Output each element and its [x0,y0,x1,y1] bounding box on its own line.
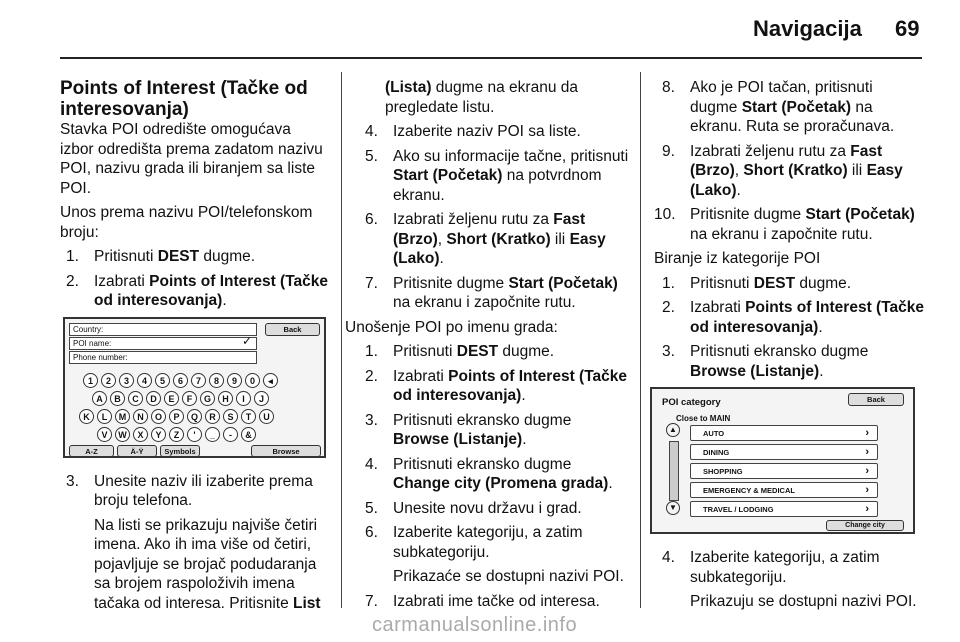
keyboard-key[interactable]: 2 [101,373,116,388]
keyboard-key[interactable]: F [182,391,197,406]
check-icon: ✓ [241,333,252,348]
category-travel[interactable]: TRAVEL / LODGING › [690,501,878,517]
keyboard-key[interactable]: Z [169,427,184,442]
keyboard-key[interactable]: Y [151,427,166,442]
step-3-continued: (Lista) dugme na ekranu da pregledate listu. [385,79,578,116]
poi-category-title: POI category [662,397,721,408]
scroll-down-icon[interactable]: ▼ [666,501,680,515]
category-step-2: 2. Izabrati Points of Interest (Tačke od interesovanja). [662,299,925,336]
scrollbar[interactable] [669,441,679,501]
keyboard-key[interactable]: 7 [191,373,206,388]
step-2: 2. Izabrati Points of Interest (Tačke od interesovanja). [66,272,329,309]
city-step-9: 9. Izabrati željenu rutu za Fast (Brzo), Short (Kratko) ili Easy (Lako). [662,142,903,199]
browse-button[interactable]: Browse [251,445,321,457]
keyboard-key[interactable]: U [259,409,274,424]
step-3: 3. Unesite naziv ili izaberite prema broju telefona. [66,472,313,509]
keyboard-key[interactable]: I [236,391,251,406]
poi-category-screen [650,387,915,534]
keyboard-key[interactable]: C [128,391,143,406]
step-5: 5. Ako su informacije tačne, pritisnuti Start (Početak) na potvrdnom ekranu. [365,147,629,204]
column-divider-1 [341,72,342,608]
keyboard-key[interactable]: D [146,391,161,406]
scroll-up-icon[interactable]: ▲ [666,423,680,437]
keyboard-key[interactable]: H [218,391,233,406]
column-3 [652,78,924,617]
step-4: 4. Izaberite naziv POI sa liste. [365,123,581,140]
keyboard-key[interactable]: 9 [227,373,242,388]
subheading-city: Unošenje POI po imenu grada: [345,318,558,336]
keyboard-key[interactable]: N [133,409,148,424]
keyboard-key[interactable]: G [200,391,215,406]
page-number: 69 [895,16,920,41]
back-button[interactable]: Back [265,323,320,336]
category-step-4: 4. Izaberite kategoriju, a zatim subkategoriju. [662,549,880,586]
keyboard-key[interactable]: W [115,427,130,442]
keyboard-key[interactable]: E [164,391,179,406]
city-step-10: 10. Pritisnite dugme Start (Početak) na ekranu i započnite rutu. [654,206,915,243]
category-shopping[interactable]: SHOPPING › [690,463,878,479]
keyboard-key[interactable]: 6 [173,373,188,388]
keyboard-key[interactable]: 4 [137,373,152,388]
keyboard-key[interactable]: ◂ [263,373,278,388]
keyboard-key[interactable]: 8 [209,373,224,388]
keyboard-key[interactable]: _ [205,427,220,442]
symbols-button[interactable]: Symbols [160,445,200,457]
key-row-2 [92,391,269,406]
category-auto[interactable]: AUTO › [690,425,878,441]
watermark: carmanualsonline.info [372,614,578,636]
az-button[interactable]: A-Z [69,445,114,457]
keyboard-key[interactable]: 1 [83,373,98,388]
keyboard-key[interactable]: X [133,427,148,442]
city-step-8: 8. Ako je POI tačan, pritisnuti dugme Start (Početak) na ekranu. Ruta se proračunava. [662,79,895,135]
step-3-note: Na listi se prikazuju najviše četiri imena. Ako ih ima više od četiri, pojavljuje se brojač podudaranja sa brojem raspoloživih imena tačaka od interesa. Pritisnite List [94,516,321,612]
keyboard-key[interactable]: V [97,427,112,442]
category-dining[interactable]: DINING › [690,444,878,460]
column-2 [345,78,630,616]
subheading-category: Biranje iz kategorije POI [654,250,821,267]
section-heading: Points of Interest (Tačke od interesovanja) [60,78,308,120]
city-step-6: 6. Izaberite kategoriju, a zatim subkategoriju. [365,524,583,561]
back-button[interactable]: Back [848,393,904,406]
keyboard-key[interactable]: L [97,409,112,424]
close-to-main-label: Close to MAIN [676,414,731,423]
keyboard-key[interactable]: M [115,409,130,424]
keyboard-key[interactable]: J [254,391,269,406]
chevron-right-icon: › [865,503,869,515]
chevron-right-icon: › [865,484,869,496]
key-row-4 [97,427,256,442]
keyboard-key[interactable]: S [223,409,238,424]
chevron-right-icon: › [865,465,869,477]
step-6: 6. Izabrati željenu rutu za Fast (Brzo), Short (Kratko) ili Easy (Lako). [365,211,606,267]
keyboard-key[interactable]: ' [187,427,202,442]
step-7: 7. Pritisnite dugme Start (Početak) na ekranu i započnite rutu. [365,274,618,311]
header-rule [60,57,922,59]
category-step-3: 3. Pritisnuti ekransko dugme Browse (Listanje). [662,343,869,380]
category-step-4-note: Prikazuju se dostupni nazivi POI. [690,593,917,610]
column-divider-2 [640,72,641,608]
ay-button[interactable]: Ä-Ÿ [117,445,157,457]
poi-name-field[interactable]: POI name: [69,337,257,350]
column-1 [60,78,328,618]
change-city-button[interactable]: Change city [826,520,904,531]
keyboard-key[interactable]: - [223,427,238,442]
category-step-1: 1. Pritisnuti DEST dugme. [662,274,852,292]
chevron-right-icon: › [865,427,869,439]
keyboard-key[interactable]: K [79,409,94,424]
keyboard-key[interactable]: O [151,409,166,424]
category-emergency[interactable]: EMERGENCY & MEDICAL › [690,482,878,498]
city-step-2: 2. Izabrati Points of Interest (Tačke od interesovanja). [365,367,628,404]
keyboard-key[interactable]: B [110,391,125,406]
keyboard-key[interactable]: 0 [245,373,260,388]
keyboard-key[interactable]: Q [187,409,202,424]
country-field[interactable]: Country: [69,323,257,336]
key-row-1 [83,373,278,388]
city-step-4: 4. Pritisnuti ekransko dugme Change city (Promena grada). [365,455,613,492]
city-step-7: 7. Izabrati ime tačke od interesa. [365,592,600,610]
intro-text: Stavka POI odredište omogućava izbor odredišta prema zadatom nazivu POI, nazivu grada ili biranjem sa liste POI. [60,121,323,197]
city-step-5: 5. Unesite novu državu i grad. [365,499,582,517]
city-step-6-note: Prikazaće se dostupni nazivi POI. [393,568,624,585]
subheading-name-phone: Unos prema nazivu POI/telefonskom broju: [60,204,313,241]
keyboard-key[interactable]: T [241,409,256,424]
city-step-3: 3. Pritisnuti ekransko dugme Browse (Listanje). [365,411,572,448]
keyboard-key[interactable]: & [241,427,256,442]
keyboard-key[interactable]: R [205,409,220,424]
phone-number-field[interactable]: Phone number: [69,351,257,364]
city-step-1: 1. Pritisnuti DEST dugme. [365,343,555,360]
keyboard-key[interactable]: 3 [119,373,134,388]
chevron-right-icon: › [865,446,869,458]
key-row-3 [79,409,274,424]
keyboard-screen [63,317,326,458]
page-header-title: Navigacija [753,16,862,41]
step-1: 1. Pritisnuti DEST dugme. [66,248,256,265]
keyboard-key[interactable]: A [92,391,107,406]
keyboard-key[interactable]: P [169,409,184,424]
keyboard-key[interactable]: 5 [155,373,170,388]
